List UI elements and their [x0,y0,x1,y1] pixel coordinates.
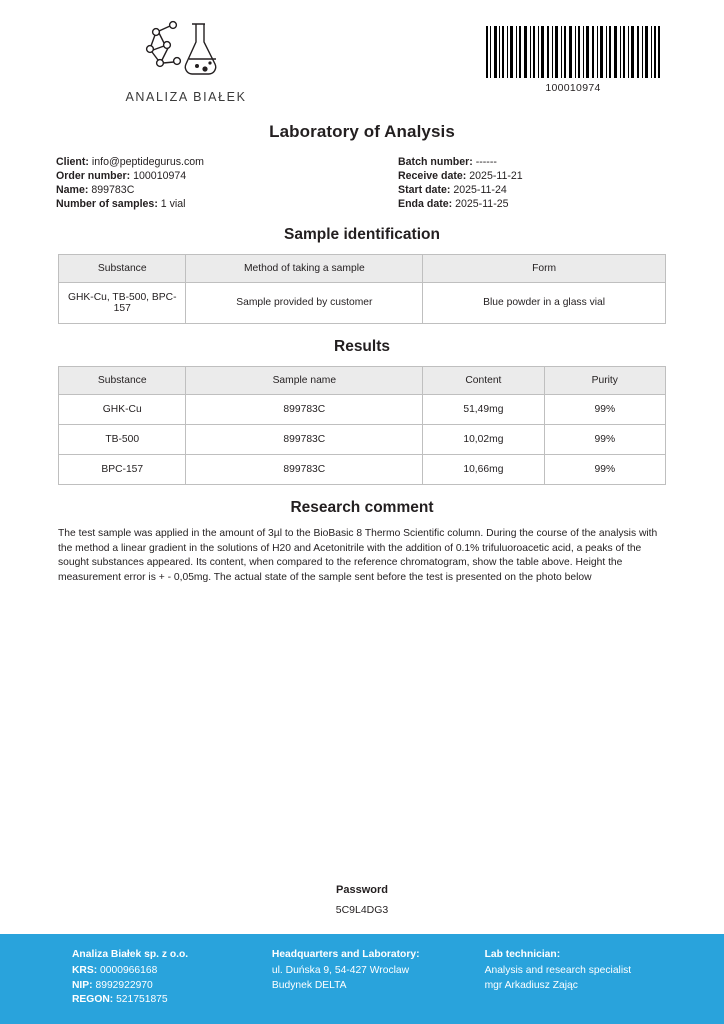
metadata-value: 899783C [91,183,135,196]
footer-headquarters-block [272,948,485,1024]
sample-identification-title: Sample identification [284,225,440,243]
footer-technician-line1: Analysis and research specialist [484,965,632,977]
order-metadata [0,156,724,212]
column-header: Purity [544,366,665,394]
sample-identification-table [58,254,666,324]
barcode-number: 100010974 [545,82,601,94]
metadata-label: Enda date: [398,197,453,210]
table-cell: GHK-Cu [59,394,186,424]
molecule-flask-icon [140,18,232,84]
table-cell: 99% [544,424,665,454]
footer-krs-value: 0000966168 [100,965,158,977]
metadata-row [56,184,362,198]
footer-regon-label: REGON: [72,994,114,1006]
results-table [58,366,666,485]
table-cell: Blue powder in a glass vial [423,282,666,323]
column-header: Content [423,366,544,394]
metadata-value: 1 vial [160,197,186,210]
metadata-row [398,198,668,212]
column-header: Sample name [186,366,423,394]
metadata-value: 2025-11-21 [469,169,523,182]
table-cell: Sample provided by customer [186,282,423,323]
table-cell: BPC-157 [59,454,186,484]
company-logo [56,18,286,104]
footer-nip [72,979,272,993]
table-cell: GHK-Cu, TB-500, BPC-157 [59,282,186,323]
footer-regon-value: 521751875 [116,994,168,1006]
footer-headquarters-title: Headquarters and Laboratory: [271,949,420,960]
footer-company-block [72,948,272,1024]
metadata-label: Receive date: [398,169,467,182]
metadata-value: 2025-11-25 [455,197,509,210]
password-block [0,884,724,916]
column-header: Substance [59,366,186,394]
column-header: Substance [59,254,186,282]
table-cell: 899783C [186,454,423,484]
footer-headquarters-line1: ul. Duńska 9, 54-427 Wroclaw [271,965,410,977]
password-label: Password [336,884,388,896]
page-title: Laboratory of Analysis [269,122,455,141]
column-header: Method of taking a sample [186,254,423,282]
table-header-row [59,366,666,394]
footer-technician-line2: mgr Arkadiusz Zając [484,979,578,991]
table-cell: 99% [544,394,665,424]
document-header [0,0,724,104]
metadata-label: Client: [56,156,89,168]
footer-krs-label: KRS: [72,965,98,977]
metadata-value: 2025-11-24 [453,183,507,196]
metadata-label: Order number: [56,169,131,182]
table-cell: 51,49mg [423,394,544,424]
footer-technician-title: Lab technician: [484,949,561,960]
table-cell: 899783C [186,394,423,424]
metadata-label: Name: [56,183,89,196]
research-comment-title: Research comment [290,498,434,516]
metadata-row [56,170,362,184]
footer-nip-value: 8992922970 [95,979,153,991]
table-cell: 10,02mg [423,424,544,454]
metadata-row [398,184,668,198]
metadata-row [56,156,362,170]
metadata-row [398,156,668,170]
results-title: Results [334,337,390,355]
footer-krs [72,964,272,978]
research-comment-text: The test sample was applied in the amount of 3µl to the BioBasic 8 Thermo Scientific column. During the course of the analysis with the method a linear gradient in the solutions of H20 and Acetonitrile with the addition of 0.1% trifuluoroacetic acid, a peaks of the sought substances appeared. Its content, when compared to the reference chromatogram, show the table above. Height the measurement error is + - 0,05mg. The actual state of the sample sent before the test is presented on the photo below [58,527,658,584]
table-cell: TB-500 [59,424,186,454]
footer-nip-label: NIP: [72,979,93,991]
column-header: Form [423,254,666,282]
barcode-icon [484,26,662,78]
password-value: 5C9L4DG3 [335,904,389,916]
footer-regon [72,993,272,1007]
company-logo-text: ANALIZA BIAŁEK [125,90,247,104]
table-row [59,424,666,454]
footer-headquarters-line2: Budynek DELTA [271,979,347,991]
metadata-row [56,198,362,212]
table-row [59,282,666,323]
metadata-value: ------ [475,156,497,168]
metadata-value: 100010974 [133,169,187,182]
metadata-right-column [362,156,668,212]
metadata-left-column [56,156,362,212]
table-cell: 899783C [186,424,423,454]
metadata-row [398,170,668,184]
metadata-label: Start date: [398,183,451,196]
barcode-block [478,18,668,94]
metadata-label: Number of samples: [56,197,158,210]
table-row [59,454,666,484]
footer-company-name: Analiza Białek sp. z o.o. [72,949,189,960]
table-row [59,394,666,424]
footer-technician-block [485,948,668,1024]
metadata-label: Batch number: [398,156,473,168]
table-cell: 10,66mg [423,454,544,484]
metadata-value: info@peptidegurus.com [91,156,204,168]
table-cell: 99% [544,454,665,484]
table-header-row [59,254,666,282]
document-footer [0,934,724,1024]
